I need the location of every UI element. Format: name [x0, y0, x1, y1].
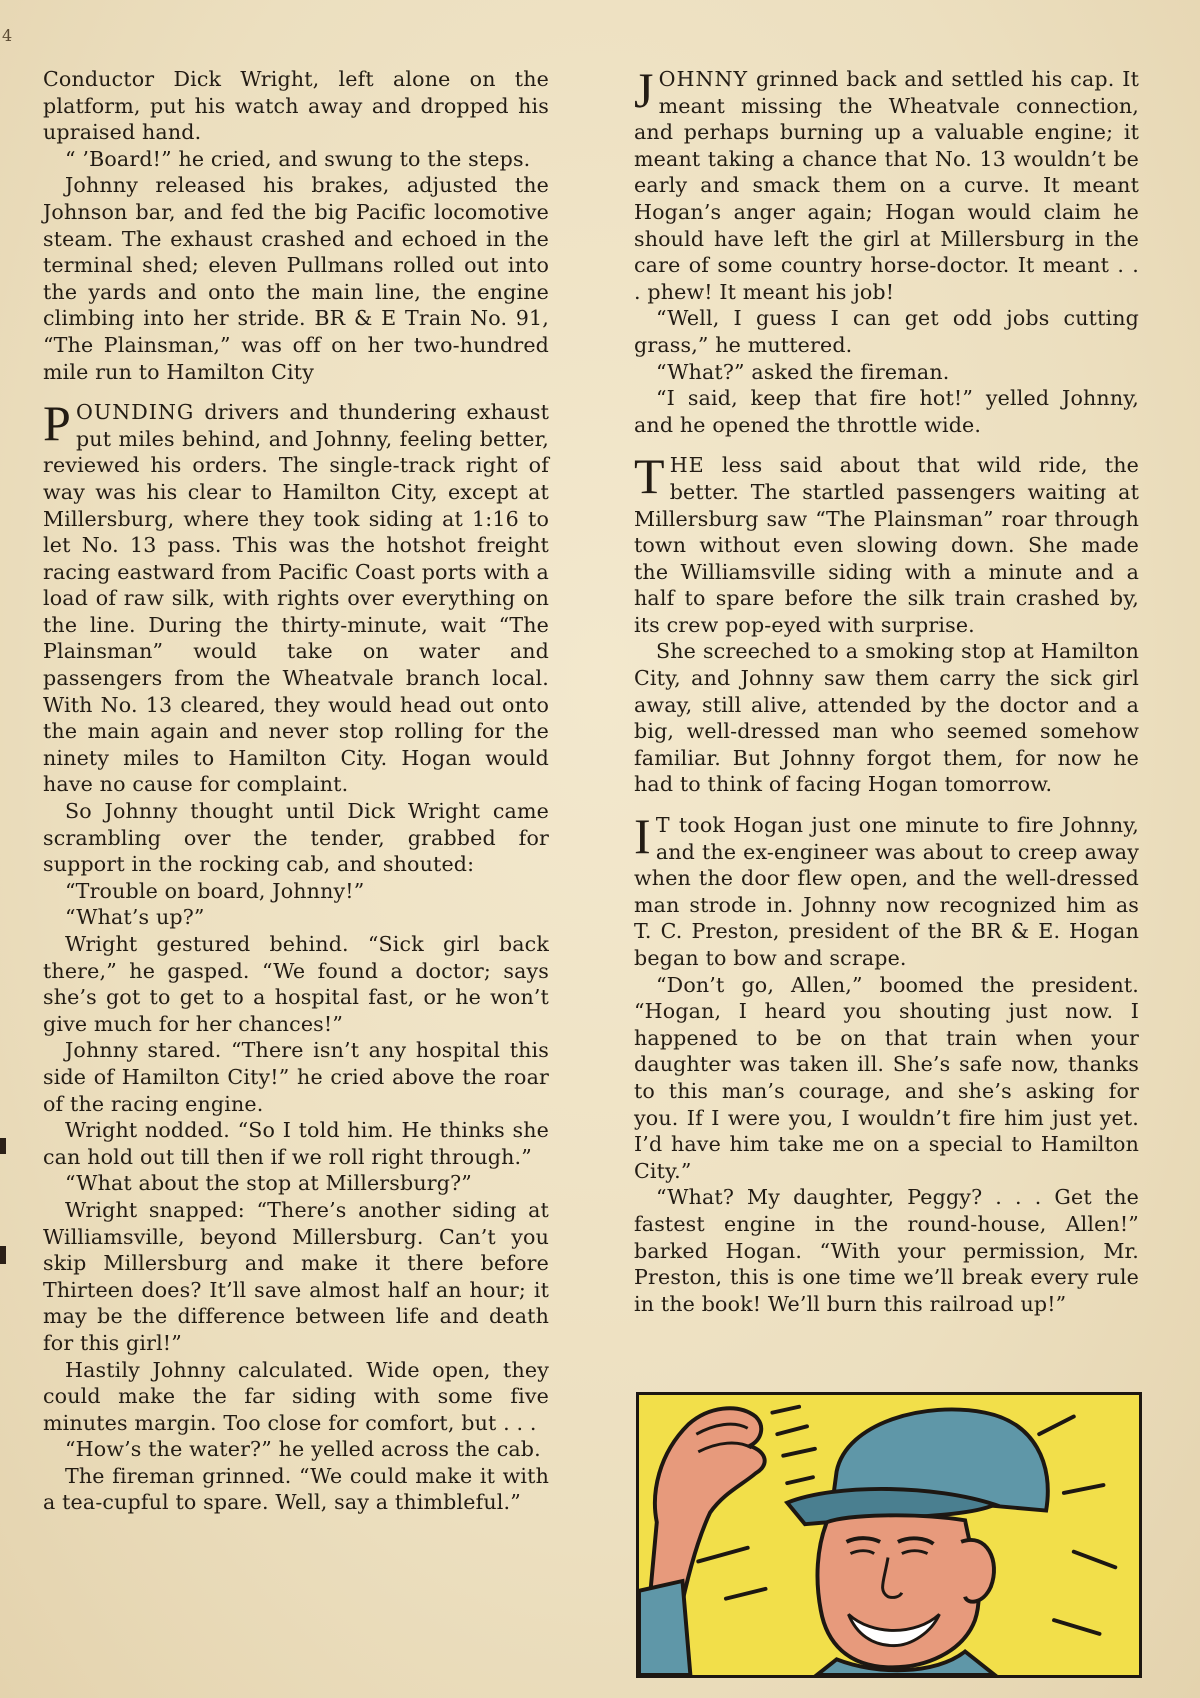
drop-cap: J — [634, 62, 654, 118]
paragraph: She screeched to a smoking stop at Hamilton City, and Johnny saw them carry the sick girl away, still alive, attended by the doctor and a big, well-dressed man who seemed somehow familiar. But Johnny forgot them, for now he had to think of facing Hogan tomorrow. — [634, 639, 1139, 797]
paragraph: “I said, keep that fire hot!” yelled Johnny, and he opened the throttle wide. — [634, 386, 1139, 437]
paragraph: “How’s the water?” he yelled across the cab. — [65, 1437, 541, 1462]
paragraph: Wright nodded. “So I told him. He thinks she can hold out till then if we roll right through.” — [43, 1118, 549, 1169]
drop-cap: T — [634, 448, 665, 505]
paragraph: “What? My daughter, Peggy? . . . Get the fastest engine in the round-house, Allen!” barked Hogan. “With your permission, Mr. Preston, this is one time we’ll break every rule in the book! We’ll burn this railroad up!” — [634, 1185, 1139, 1316]
page-number-mark: 4 — [2, 26, 13, 45]
comic-illustration-panel — [636, 1392, 1142, 1678]
paragraph-text: less said about that wild ride, the better. The startled passengers waiting at Millersburg saw “The Plainsman” roar through town without even slowing down. She made the Williamsville siding with a minute and a half to spare before the silk train crashed by, its crew pop-eyed with surprise. — [634, 453, 1139, 637]
paragraph: Wright snapped: “There’s another siding at Williamsville, beyond Millersburg. Can’t you skip Millersburg and make it there before Thirteen does? It’ll save almost half an hour; it may be the difference between life and death for this girl!” — [43, 1197, 549, 1355]
paragraph: Hastily Johnny calculated. Wide open, they could make the far siding with some five minutes margin. Too close for comfort, but . . . — [43, 1357, 549, 1435]
paragraph: Johnny released his brakes, adjusted the Johnson bar, and fed the big Pacific locomotive steam. The exhaust crashed and echoed in the terminal shed; eleven Pullmans rolled out into the yards and onto the main line, the engine climbing into her stride. BR & E Train No. 91, “The Plainsman,” was off on her two-hundred mile run to Hamilton City — [43, 173, 549, 384]
paragraph: “Well, I guess I can get odd jobs cutting grass,” he muttered. — [634, 306, 1139, 357]
section-paragraph — [634, 448, 1139, 638]
drop-cap: I — [634, 808, 651, 865]
right-text-column — [634, 62, 1139, 1317]
paragraph-text: took Hogan just one minute to fire Johnny, and the ex-engineer was about to creep away when the door flew open, and the well-dressed man strode in. Johnny now recognized him as T. C. Preston, president of the BR & E. Hogan began to bow and scrape. — [634, 813, 1139, 970]
paragraph: Conductor Dick Wright, left alone on the platform, put his watch away and dropped his upraised hand. — [43, 67, 549, 145]
paragraph-text: grinned back and settled his cap. It meant missing the Wheatvale connection, and perhaps burning up a valuable engine; it meant taking a chance that No. 13 wouldn’t be early and smack them on a curve. It meant Hogan’s anger again; Hogan would claim he should have left the girl at Millersburg in the care of some country horse-doctor. It meant . . . phew! It meant his job! — [634, 67, 1139, 304]
paragraph: “What’s up?” — [65, 905, 205, 930]
section-paragraph — [634, 62, 1139, 305]
section-paragraph — [43, 395, 549, 798]
paragraph: Johnny stared. “There isn’t any hospital this side of Hamilton City!” he cried above the roar of the racing engine. — [43, 1038, 549, 1116]
edge-mark — [0, 1138, 6, 1154]
paragraph: “Don’t go, Allen,” boomed the president. “Hogan, I heard you shouting just now. I happened to be on that train when your daughter was taken ill. She’s safe now, thanks to this man’s courage, and she’s asking for you. If I were you, I wouldn’t fire him just yet. I’d have him take me on a special to Hamilton City.” — [634, 972, 1139, 1183]
paragraph-text: drivers and thundering exhaust put miles behind, and Johnny, feeling better, reviewed his orders. The single-track right of way was his clear to Hamilton City, except at Millersburg, where they took siding at 1:16 to let No. 13 pass. This was the hotshot freight racing eastward from Pacific Coast ports with a load of raw silk, with rights over everything on the line. During the thirty-minute, wait “The Plainsman” would take on water and passengers from the Wheatvale branch local. With No. 13 cleared, they would head out onto the main again and never stop rolling for the ninety miles to Hamilton City. Hogan would have no cause for complaint. — [43, 400, 549, 797]
small-caps-lead: OUNDING — [75, 400, 195, 425]
paragraph: So Johnny thought until Dick Wright came scrambling over the tender, grabbed for support in the rocking cab, and shouted: — [43, 799, 549, 877]
paragraph: Wright gestured behind. “Sick girl back there,” he gasped. “We found a doctor; says she’s got to get to a hospital fast, or he won’t give much for her chances!” — [43, 932, 549, 1036]
drop-cap: P — [43, 395, 71, 452]
section-paragraph — [634, 808, 1139, 972]
paragraph: “ ’Board!” he cried, and swung to the steps. — [65, 146, 531, 171]
edge-mark — [0, 1246, 6, 1264]
saluting-engineer-illustration — [639, 1395, 1139, 1675]
paragraph: “What about the stop at Millersburg?” — [65, 1171, 472, 1196]
paragraph: The fireman grinned. “We could make it with a tea-cupful to spare. Well, say a thimbleful.” — [43, 1463, 549, 1515]
small-caps-lead: OHNNY — [658, 67, 749, 91]
left-text-column — [43, 66, 549, 1516]
small-caps-lead: T — [655, 813, 671, 838]
small-caps-lead: HE — [669, 453, 705, 478]
paragraph: “Trouble on board, Johnny!” — [65, 878, 365, 903]
paragraph: “What?” asked the fireman. — [656, 359, 950, 384]
